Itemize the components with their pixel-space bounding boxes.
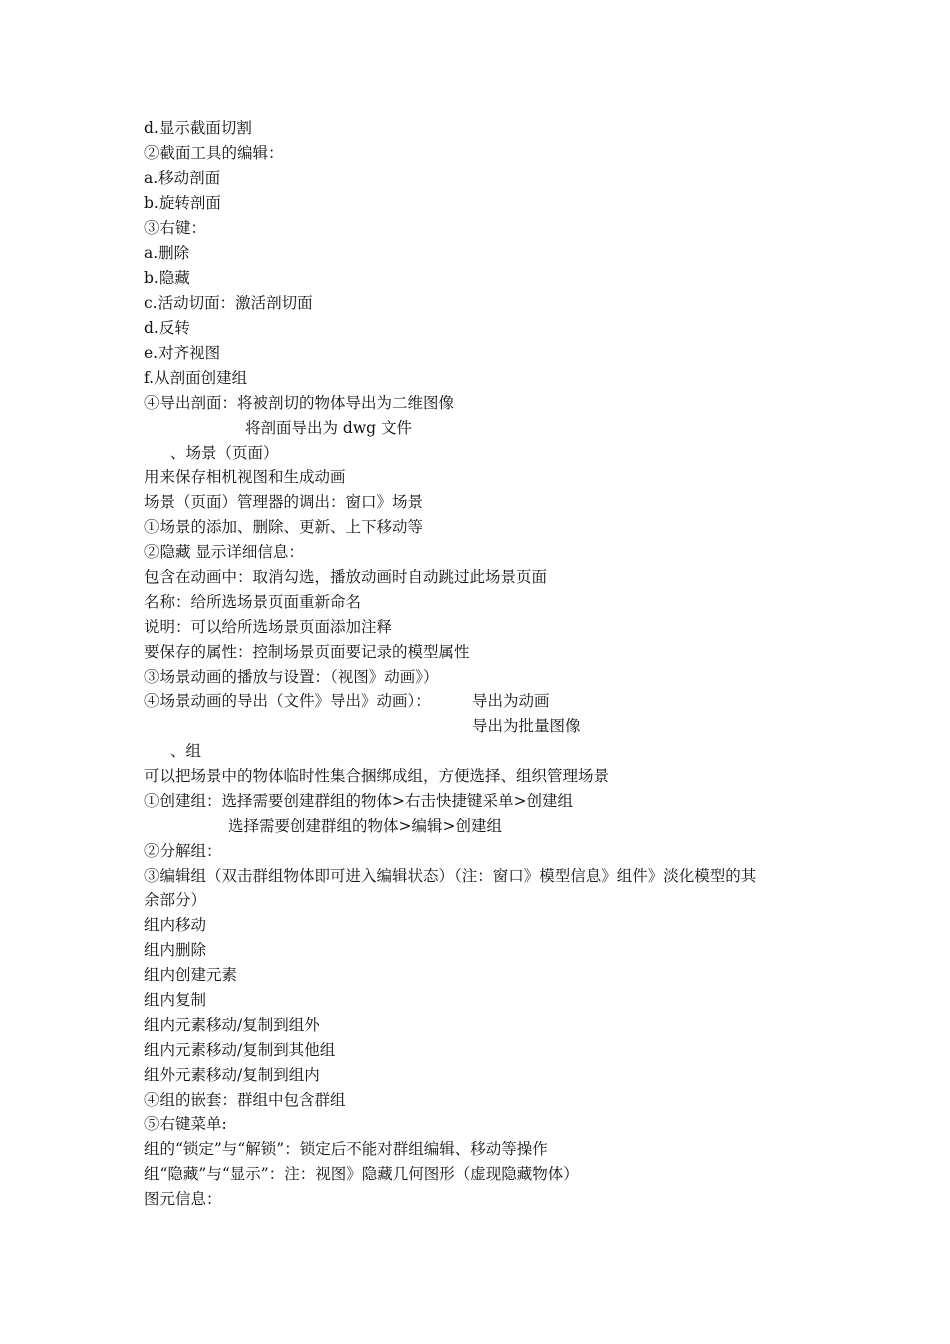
text-line: ①创建组：选择需要创建群组的物体>右击快捷键采单>创建组 <box>144 792 573 810</box>
text-line: 组内元素移动/复制到其他组 <box>144 1041 336 1059</box>
text-line: 可以把场景中的物体临时性集合捆绑成组，方便选择、组织管理场景 <box>144 767 610 785</box>
text-line: 组内移动 <box>144 916 207 934</box>
text-line: ③右键： <box>144 219 207 237</box>
text-line: ③编辑组（双击群组物体即可进入编辑状态）（注：窗口》模型信息》组件》淡化模型的其 <box>144 867 757 885</box>
text-line: 选择需要创建群组的物体>编辑>创建组 <box>228 817 502 835</box>
text-line: 用来保存相机视图和生成动画 <box>144 468 346 486</box>
text-line: ②隐藏 显示详细信息： <box>144 543 304 561</box>
text-line: b.隐藏 <box>144 269 190 287</box>
section-heading: 、场景（页面） <box>170 444 279 462</box>
text-line: a.移动剖面 <box>144 169 221 187</box>
text-line: e.对齐视图 <box>144 344 221 362</box>
text-line: 组内删除 <box>144 941 207 959</box>
text-line: 将剖面导出为 dwg 文件 <box>245 419 412 437</box>
text-line: 余部分） <box>144 891 207 909</box>
text-line: b.旋转剖面 <box>144 194 221 212</box>
text-line: d.反转 <box>144 319 190 337</box>
section-heading: 、组 <box>170 742 202 760</box>
text-line: ④场景动画的导出（文件》导出》动画）： <box>144 692 431 710</box>
text-line: 组“隐藏”与“显示”：注：视图》隐藏几何图形（虚现隐藏物体） <box>144 1165 579 1183</box>
text-line: ①场景的添加、删除、更新、上下移动等 <box>144 518 424 536</box>
text-line: a.删除 <box>144 244 190 262</box>
text-line: 导出为批量图像 <box>472 717 581 735</box>
text-line: 导出为动画 <box>472 692 550 710</box>
text-line: c.活动切面：激活剖切面 <box>144 294 313 312</box>
text-line: ④导出剖面：将被剖切的物体导出为二维图像 <box>144 394 455 412</box>
text-line: 组的“锁定”与“解锁”：锁定后不能对群组编辑、移动等操作 <box>144 1140 548 1158</box>
text-line: d.显示截面切割 <box>144 119 252 137</box>
text-line: 组外元素移动/复制到组内 <box>144 1066 320 1084</box>
text-line: ③场景动画的播放与设置：（视图》动画》） <box>144 668 439 686</box>
text-line: 说明：可以给所选场景页面添加注释 <box>144 618 393 636</box>
text-line: 场景（页面）管理器的调出：窗口》场景 <box>144 493 424 511</box>
text-line: ②分解组： <box>144 842 222 860</box>
text-line: 名称：给所选场景页面重新命名 <box>144 593 362 611</box>
text-line: f.从剖面创建组 <box>144 369 248 387</box>
text-line: 图元信息： <box>144 1190 222 1208</box>
text-line: ⑤右键菜单: <box>144 1115 227 1133</box>
text-line: ②截面工具的编辑： <box>144 144 284 162</box>
text-line: 组内创建元素 <box>144 966 238 984</box>
text-line: 组内复制 <box>144 991 207 1009</box>
text-line: 组内元素移动/复制到组外 <box>144 1016 320 1034</box>
text-line: ④组的嵌套：群组中包含群组 <box>144 1091 346 1109</box>
text-line: 包含在动画中：取消勾选，播放动画时自动跳过此场景页面 <box>144 568 548 586</box>
text-line: 要保存的属性：控制场景页面要记录的模型属性 <box>144 643 470 661</box>
